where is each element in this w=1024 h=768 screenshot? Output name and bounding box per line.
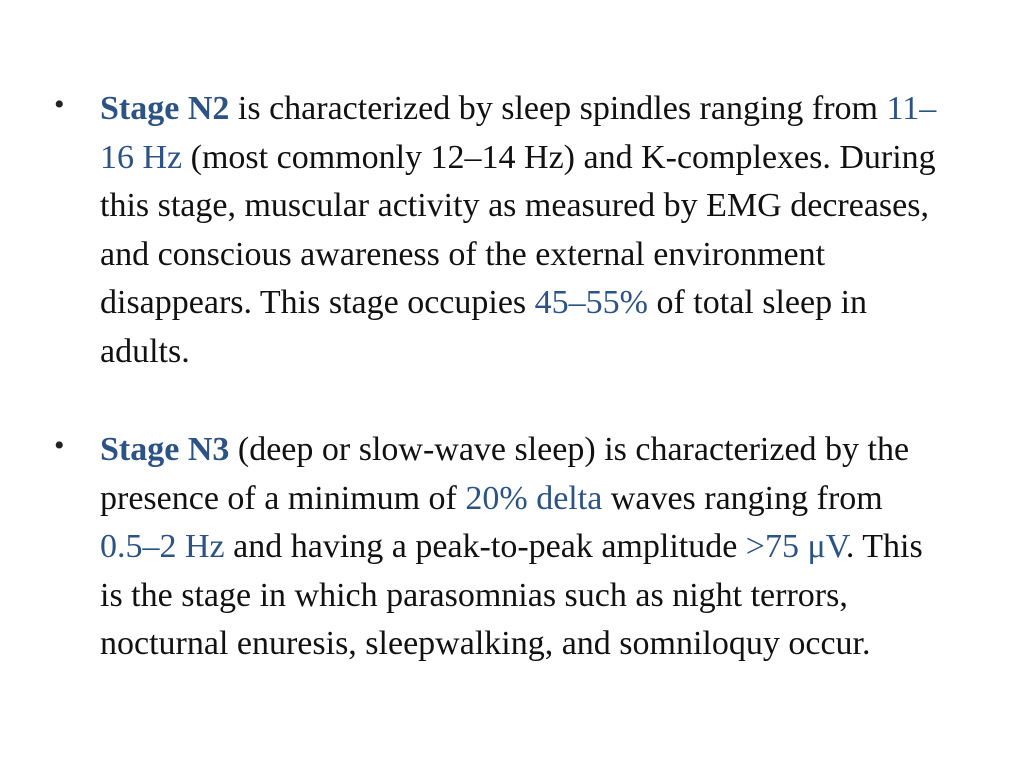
bullet-stage-n3 [54, 426, 950, 669]
bullet-list [54, 85, 950, 669]
text-segment: waves ranging from [602, 479, 883, 517]
bullet-marker: • [54, 88, 65, 121]
text-segment: (deep or slow-wave sleep) is characterized by the presence of a minimum of [100, 431, 910, 517]
term-stage-n3: Stage N3 [100, 431, 230, 468]
spindle-frequency-value: 11–16 Hz [100, 90, 937, 176]
text-segment: . This is the stage in which parasomnias such as night terrors, nocturnal enuresis, sleepwalking, and somniloquy occur. [100, 528, 923, 662]
text-segment: (most commonly 12–14 Hz) and K-complexes. During this stage, muscular activity as measured by EMG decreases, and conscious awareness of the external environment disappears. This stage occupies [100, 138, 936, 321]
text-segment: is characterized by sleep spindles ranging from [229, 90, 887, 127]
delta-percentage-value: 20% delta [465, 479, 603, 517]
bullet-marker: • [54, 429, 65, 462]
amplitude-value: >75 μV [745, 528, 846, 565]
text-segment: and having a peak-to-peak amplitude [224, 528, 746, 565]
delta-frequency-value: 0.5–2 Hz [100, 528, 225, 565]
sleep-percentage-value: 45–55% [534, 284, 648, 321]
bullet-stage-n2 [54, 85, 950, 376]
term-stage-n2: Stage N2 [100, 90, 230, 127]
text-segment: of total sleep in adults. [100, 284, 868, 370]
